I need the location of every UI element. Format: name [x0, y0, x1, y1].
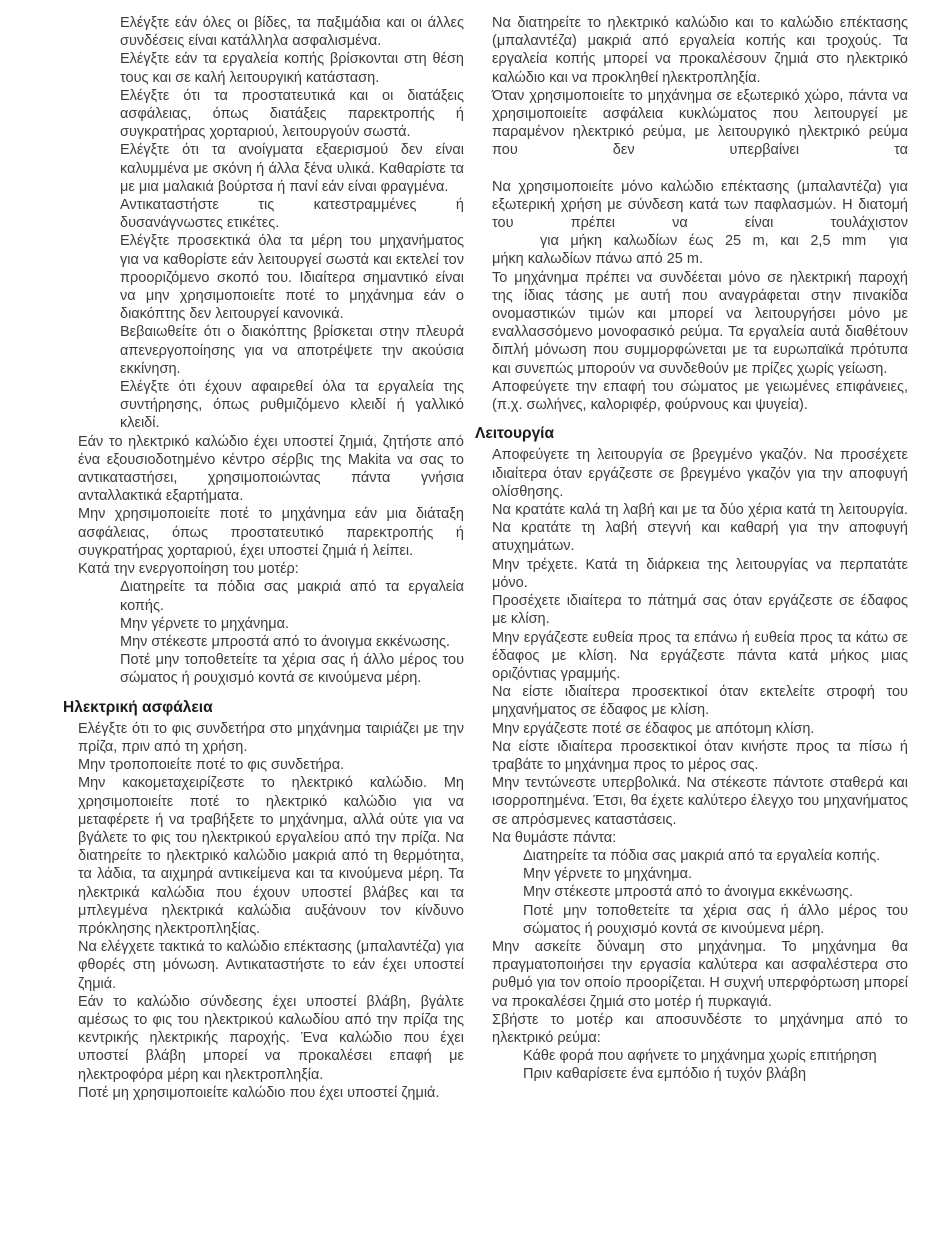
paragraph: Ποτέ μη χρησιμοποιείτε καλώδιο που έχει υποστεί ζημιά.	[78, 1084, 440, 1101]
list-item: Μην γέρνετε το μηχάνημα.	[120, 615, 290, 632]
list-item: Μην στέκεστε μπροστά από το άνοιγμα εκκένωσης.	[120, 633, 451, 650]
paragraph: Ελέγξτε ότι το φις συνδετήρα στο μηχάνημα ταιριάζει με την πρίζα, πριν από τη χρήση.	[78, 720, 464, 755]
list-item: Ποτέ μην τοποθετείτε τα χέρια σας ή άλλο μέρος του σώματος ή ρουχισμό κοντά σε κινούμενα μέρη.	[120, 652, 464, 687]
paragraph: Όταν χρησιμοποιείτε το μηχάνημα σε εξωτερικό χώρο, πάντα να χρησιμοποιείτε ασφάλεια κυκλώματος που λειτουργεί με παραμένον ηλεκτρικό ρεύμα, με λειτουργικό ηλεκτρικό ρεύμα που δεν υπερβαίνει τα	[492, 87, 908, 159]
paragraph-continuation-line: για μήκη καλωδίων έως 25 m, και 2,5 mm για	[540, 233, 908, 250]
list-item: Ελέγξτε προσεκτικά όλα τα μέρη του μηχανήματος για να καθορίστε εάν λειτουργεί σωστά και εκτελεί τον προοριζόμενο σκοπό του. Ιδιαίτερα σημαντικό είναι να μην χρησιμοποιείτε ποτέ το μηχάνημα εάν ο διακόπτης δεν λειτουργεί κανονικά.	[120, 233, 464, 323]
paragraph: μήκη καλωδίων πάνω από 25 m.	[492, 251, 703, 268]
list-item: Ελέγξτε ότι έχουν αφαιρεθεί όλα τα εργαλεία της συντήρησης, όπως ρυθμιζόμενο κλειδί ή γαλλικό κλειδί.	[120, 379, 464, 432]
paragraph: Να διατηρείτε το ηλεκτρικό καλώδιο και το καλώδιο επέκτασης (μπαλαντέζα) μακριά από εργαλεία κοπής και τροχούς. Τα εργαλεία κοπής μπορεί να προκαλέσουν ζημιά στο ηλεκτρικό καλώδιο και να προκληθεί ηλεκτροπληξία.	[492, 15, 908, 86]
list-item: Μην στέκεστε μπροστά από το άνοιγμα εκκένωσης.	[523, 884, 854, 901]
list-item: Ποτέ μην τοποθετείτε τα χέρια σας ή άλλο μέρος του σώματος ή ρουχισμό κοντά σε κινούμενα μέρη.	[523, 902, 908, 937]
list-item: Ελέγξτε εάν όλες οι βίδες, τα παξιμάδια και οι άλλες συνδέσεις είναι κατάλληλα ασφαλισμένα.	[120, 15, 464, 50]
list-item: Διατηρείτε τα πόδια σας μακριά από τα εργαλεία κοπής.	[523, 847, 881, 864]
paragraph: Να χρησιμοποιείτε μόνο καλώδιο επέκτασης (μπαλαντέζα) για εξωτερική χρήση με σύνδεση κατά των παφλασμών. Η διατομή του πρέπει να είναι τουλάχιστον	[492, 178, 908, 232]
paragraph: Κατά την ενεργοποίηση του μοτέρ:	[78, 561, 299, 578]
paragraph: Μην εργάζεστε ποτέ σε έδαφος με απότομη κλίση.	[492, 720, 815, 737]
paragraph: Μην τροποποιείτε ποτέ το φις συνδετήρα.	[78, 757, 345, 774]
paragraph: Αποφεύγετε την επαφή του σώματος με γειωμένες επιφάνειες, (π.χ. σωλήνες, καλοριφέρ, φούρνους και ψυγεία).	[492, 378, 908, 414]
list-item: Ελέγξτε εάν τα εργαλεία κοπής βρίσκονται στη θέση τους και σε καλή λειτουργική κατάσταση.	[120, 51, 464, 86]
paragraph: Μην τρέχετε. Κατά τη διάρκεια της λειτουργίας να περπατάτε μόνο.	[492, 556, 908, 591]
paragraph: Σβήστε το μοτέρ και αποσυνδέστε το μηχάνημα από το ηλεκτρικό ρεύμα:	[492, 1011, 908, 1046]
paragraph: Να είστε ιδιαίτερα προσεκτικοί όταν εκτελείτε στροφή του μηχανήματος σε έδαφος με κλίση.	[492, 684, 908, 719]
list-item: Ελέγξτε ότι τα ανοίγματα εξαερισμού δεν είναι καλυμμένα με σκόνη ή άλλα ξένα υλικά. Καθαρίστε τα με μια μαλακιά βούρτσα ή πανί εάν είναι φραγμένα.	[120, 142, 464, 195]
section-heading: Ηλεκτρική ασφάλεια	[63, 698, 213, 716]
paragraph: Προσέχετε ιδιαίτερα το πάτημά σας όταν εργάζεστε σε έδαφος με κλίση.	[492, 593, 908, 628]
blank-line	[475, 160, 908, 178]
paragraph: Αποφεύγετε τη λειτουργία σε βρεγμένο γκαζόν. Να προσέχετε ιδιαίτερα όταν εργάζεστε σε βρεγμένο γκαζόν για την αποφυγή ολίσθησης.	[492, 447, 908, 500]
section-heading: Λειτουργία	[475, 425, 555, 443]
list-item: Κάθε φορά που αφήνετε το μηχάνημα χωρίς επιτήρηση	[523, 1048, 877, 1065]
left-column	[63, 14, 464, 1102]
list-item: Ελέγξτε ότι τα προστατευτικά και οι διατάξεις ασφάλειας, όπως διατάξεις παρεκτροπής ή συγκρατήρας χορταριού, λειτουργούν σωστά.	[120, 87, 464, 141]
paragraph: Να ελέγχετε τακτικά το καλώδιο επέκτασης (μπαλαντέζα) για φθορές στη μόνωση. Αντικαταστήστε το εάν έχει υποστεί ζημιά.	[78, 939, 464, 992]
paragraph: Να κρατάτε καλά τη λαβή και με τα δύο χέρια κατά τη λειτουργία. Να κρατάτε τη λαβή στεγνή και καθαρή για την αποφυγή ατυχημάτων.	[492, 502, 908, 555]
paragraph: Μην ασκείτε δύναμη στο μηχάνημα. Το μηχάνημα θα πραγματοποιήσει την εργασία καλύτερα και ασφαλέστερα στο ρυθμό για τον οποίο προορίζεται. Η συχνή υπερφόρτωση μπορεί να προκαλέσει ζημιά στο μοτέρ ή πυρκαγιά.	[492, 938, 908, 1010]
list-item: Πριν καθαρίσετε ένα εμπόδιο ή τυχόν βλάβη	[523, 1066, 807, 1083]
list-item: Αντικαταστήστε τις κατεστραμμένες ή δυσανάγνωστες ετικέτες.	[120, 197, 464, 232]
paragraph: Μην εργάζεστε ευθεία προς τα επάνω ή ευθεία προς τα κάτω σε έδαφος με κλίση. Να εργάζεστε πάντα κατά μήκος μιας οριζόντιας γραμμής.	[492, 629, 908, 682]
paragraph: Να είστε ιδιαίτερα προσεκτικοί όταν κινήστε προς τα πίσω ή τραβάτε το μηχάνημα προς το μέρος σας.	[492, 738, 908, 773]
right-column	[475, 14, 908, 1084]
list-item: Μην γέρνετε το μηχάνημα.	[523, 866, 693, 883]
paragraph: Να θυμάστε πάντα:	[492, 829, 617, 846]
paragraph: Μην τεντώνεστε υπερβολικά. Να στέκεστε πάντοτε σταθερά και ισορροπημένα. Έτσι, θα έχετε καλύτερο έλεγχο του μηχανήματος σε απρόσμενες καταστάσεις.	[492, 775, 908, 828]
paragraph: Εάν το καλώδιο σύνδεσης έχει υποστεί βλάβη, βγάλτε αμέσως το φις του ηλεκτρικού καλωδίου από την πρίζα της κεντρικής ηλεκτρικής παροχής. Ένα καλώδιο που έχει υποστεί βλάβη μπορεί να προκαλέσει επαφή με ηλεκτροφόρα μέρη και ηλεκτροπληξία.	[78, 993, 464, 1083]
paragraph: Μην κακομεταχειρίζεστε το ηλεκτρικό καλώδιο. Μη χρησιμοποιείτε ποτέ το ηλεκτρικό καλώδιο για να μεταφέρετε ή να τραβήξετε το μηχάνημα, αλλά ούτε για να βγάλετε το φις του ηλεκτρικού εργαλείου από την πρίζα. Να διατηρείτε το ηλεκτρικό καλώδιο μακριά από τη θερμότητα, τα λάδια, τα αιχμηρά αντικείμενα και τα κινούμενα μέρη. Τα ηλεκτρικά καλώδια που έχουν υποστεί βλάβες και τα μπλεγμένα ηλεκτρικά καλώδια αυξάνουν τον κίνδυνο πρόκλησης ηλεκτροπληξίας.	[78, 775, 464, 937]
list-item: Βεβαιωθείτε ότι ο διακόπτης βρίσκεται στην πλευρά απενεργοποίησης για να αποτρέψετε την ακούσια εκκίνηση.	[120, 324, 464, 377]
paragraph: Μην χρησιμοποιείτε ποτέ το μηχάνημα εάν μια διάταξη ασφάλειας, όπως προστατευτικό παρεκτροπής ή συγκρατήρας χορταριού, έχει υποστεί ζημιά ή λείπει.	[78, 506, 464, 559]
paragraph: Το μηχάνημα πρέπει να συνδέεται μόνο σε ηλεκτρική παροχή της ίδιας τάσης με αυτή που αναγράφεται στην πινακίδα ονομαστικών τιμών και μπορεί να λειτουργήσει μόνο με εναλλασσόμενο μονοφασικό ρεύμα. Τα εργαλεία αυτά διαθέτουν διπλή μόνωση που συμμορφώνεται με τα ευρωπαϊκά πρότυπα και συνεπώς μπορούν να συνδεθούν με πρίζες χωρίς γείωση.	[492, 269, 908, 377]
list-item: Διατηρείτε τα πόδια σας μακριά από τα εργαλεία κοπής.	[120, 579, 464, 614]
paragraph: Εάν το ηλεκτρικό καλώδιο έχει υποστεί ζημιά, ζητήστε από ένα εξουσιοδοτημένο κέντρο σέρβις της Makita να σας το αντικαταστήσει, χρησιμοποιώντας πάντα γνήσια ανταλλακτικά εξαρτήματα.	[78, 433, 464, 505]
